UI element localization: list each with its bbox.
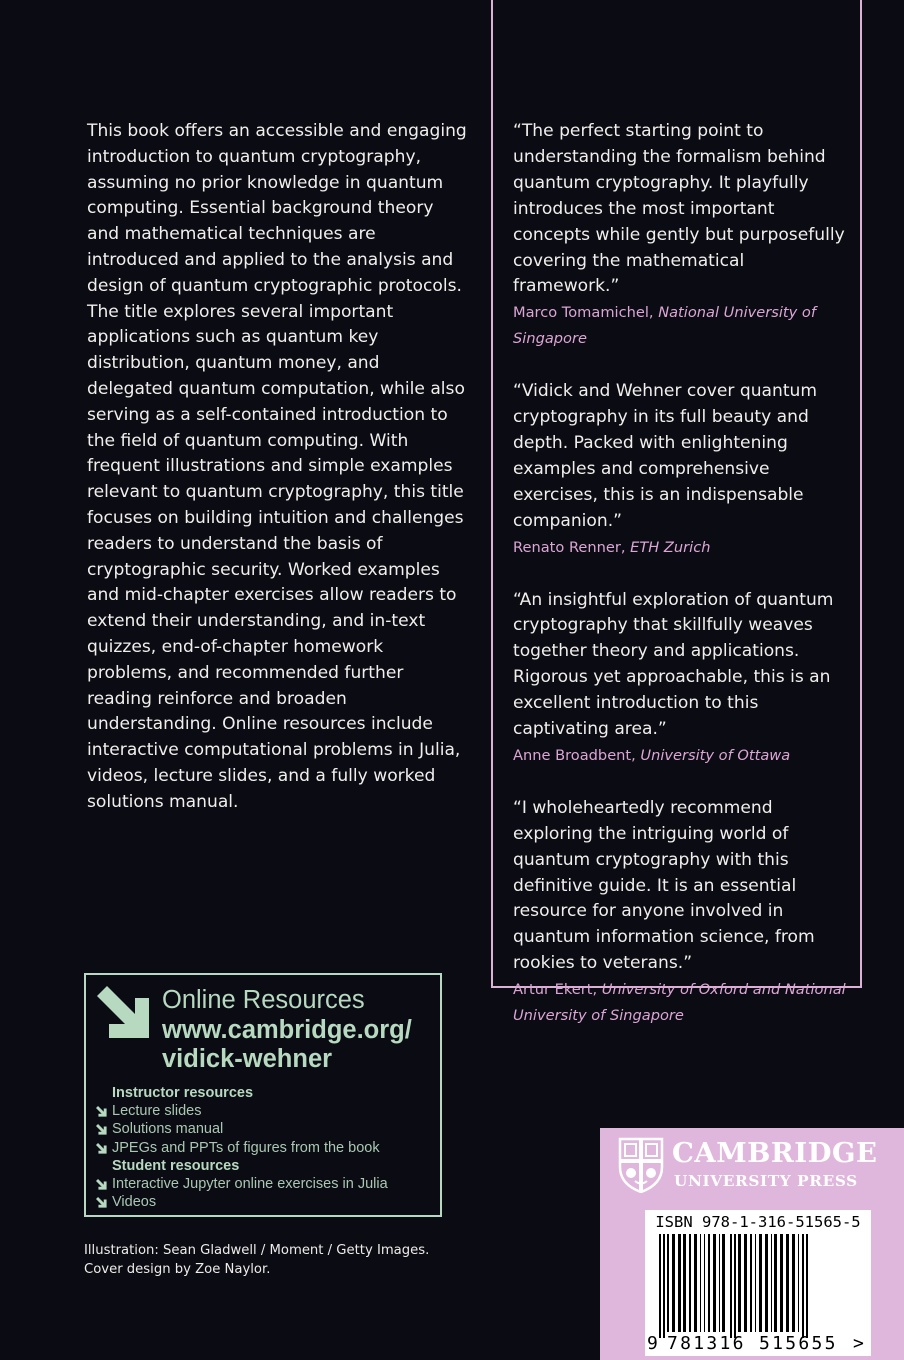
arrow-down-right-icon (96, 1143, 107, 1154)
barcode-bar (765, 1234, 768, 1332)
resource-item-label: JPEGs and PPTs of figures from the book (112, 1139, 380, 1156)
resource-item (93, 1139, 433, 1157)
barcode-bar (774, 1234, 777, 1332)
publisher-press: UNIVERSITY PRESS (674, 1172, 858, 1190)
resources-url[interactable] (162, 1016, 412, 1074)
resource-item (93, 1175, 433, 1193)
endorsement-affiliation: University of Oxford and National University of Singapore (513, 981, 846, 1025)
barcode-bar (700, 1234, 701, 1332)
endorsement-attribution (513, 300, 848, 352)
endorsement-affiliation: National University of Singapore (513, 304, 816, 348)
barcode-bar (734, 1234, 736, 1338)
barcode-lead-digit: 9 (647, 1333, 658, 1354)
resources-url-line: vidick-wehner (162, 1045, 333, 1073)
cover-credits (84, 1242, 429, 1279)
barcode-bar (759, 1234, 762, 1332)
book-description: This book offers an accessible and engaging introduction to quantum cryptography, assuming no prior knowledge in quantum computing. Essential background theory and mathematical techniques are introduced and applied to the analysis and design of quantum cryptographic protocols. The title explores several important applications such as quantum key distribution, quantum money, and delegated quantum computation, while also serving as a self-contained introduction to the field of quantum computing. With frequent illustrations and simple examples relevant to quantum cryptography, this title focuses on building intuition and challenges readers to understand the basis of cryptographic security. Worked examples and mid-chapter exercises allow readers to extend their understanding, and in-text quizzes, end-of-chapter homework problems, and recommended further reading reinforce and broaden understanding. Online resources include interactive computational problems in Julia, videos, lecture slides, and a fully worked solutions manual. (87, 121, 467, 812)
barcode-bar (667, 1234, 669, 1332)
resources-list (93, 1084, 433, 1211)
barcode-bar (704, 1234, 705, 1332)
resource-item (93, 1120, 433, 1138)
endorsement-text: “Vidick and Wehner cover quantum cryptography in its full beauty and depth. Packed with enlightening examples and comprehensive exercises, this is an indispensable companion.” (513, 381, 818, 531)
endorsement-text: “An insightful exploration of quantum cryptography that skillfully weaves together theory and applications. Rigorous yet approachable, this is an excellent introduction to this captivating area.” (513, 589, 834, 740)
illustration-credit: Illustration: Sean Gladwell / Moment / Getty Images. (84, 1243, 430, 1258)
arrow-down-right-icon (97, 986, 151, 1040)
barcode-bar (792, 1234, 795, 1332)
barcode-quiet-mark: > (853, 1333, 864, 1354)
endorsement-text: “I wholeheartedly recommend exploring the intriguing world of quantum cryptography with this definitive guide. It is an essential resource for anyone involved in quantum information science, from rookies to veterans.” (513, 797, 815, 974)
endorsements-list (513, 119, 848, 1056)
cambridge-shield-icon (618, 1137, 664, 1193)
barcode-bar (713, 1234, 716, 1332)
isbn-barcode (645, 1210, 871, 1356)
resource-item-label: Videos (112, 1194, 157, 1211)
barcode-bar (738, 1234, 741, 1332)
endorsement-affiliation: University of Ottawa (640, 746, 791, 764)
barcode-bar (744, 1234, 747, 1332)
arrow-down-right-icon (96, 1197, 107, 1208)
resource-item (93, 1102, 433, 1120)
arrow-down-right-icon (96, 1124, 107, 1135)
resource-item-label: Solutions manual (112, 1121, 224, 1138)
endorsement-author: Artur Ekert, (513, 981, 598, 999)
barcode-bar (694, 1234, 697, 1332)
barcode-group-left: 781316 (667, 1333, 746, 1354)
barcode-bar (802, 1234, 804, 1338)
resources-url-line: www.cambridge.org/ (162, 1016, 412, 1044)
resource-item-label: Lecture slides (112, 1103, 202, 1120)
endorsement (513, 588, 848, 769)
barcode-bar (786, 1234, 789, 1332)
publisher-panel (600, 1128, 904, 1360)
barcode-bar (663, 1234, 665, 1338)
endorsement-attribution (513, 535, 848, 561)
barcode-bar (689, 1234, 691, 1332)
endorsement-author: Marco Tomamichel, (513, 304, 654, 322)
publisher-name: CAMBRIDGE (672, 1137, 878, 1169)
endorsement (513, 119, 848, 352)
arrow-down-right-icon (96, 1179, 107, 1190)
student-resources-heading: Student resources (112, 1157, 240, 1174)
endorsement-attribution (513, 977, 848, 1029)
barcode-bar (780, 1234, 783, 1332)
barcode-group-right: 515655 (759, 1333, 838, 1354)
online-resources-heading: Online Resources (162, 986, 365, 1014)
barcode-bar (722, 1234, 725, 1332)
barcode-bar (683, 1234, 686, 1332)
resource-item-label: Interactive Jupyter online exercises in Julia (112, 1176, 388, 1193)
endorsement-attribution (513, 743, 848, 769)
endorsement-author: Renato Renner, (513, 538, 626, 556)
barcode-bar (678, 1234, 681, 1332)
endorsement (513, 379, 848, 560)
barcode-bar (708, 1234, 710, 1332)
resource-item (93, 1193, 433, 1211)
barcode-bar (755, 1234, 756, 1332)
barcode-bar (659, 1234, 661, 1338)
barcode-bar (798, 1234, 799, 1332)
instructor-resources-heading: Instructor resources (112, 1085, 254, 1101)
endorsement-text: “The perfect starting point to understanding the formalism behind quantum cryptography. It playfully introduces the most important concepts while gently but purposefully covering the mathematical framework.” (513, 121, 845, 297)
barcode-bar (750, 1234, 752, 1332)
endorsement-author: Anne Broadbent, (513, 746, 636, 764)
design-credit: Cover design by Zoe Naylor. (84, 1261, 271, 1277)
endorsement (513, 796, 848, 1029)
endorsement-affiliation: ETH Zurich (630, 538, 711, 556)
arrow-down-right-icon (96, 1106, 107, 1117)
barcode-bar (730, 1234, 732, 1338)
barcode-bar (771, 1234, 772, 1332)
online-resources-box (84, 973, 442, 1217)
isbn-text: ISBN 978-1-316-51565-5 (655, 1213, 861, 1231)
barcode-bar (806, 1234, 808, 1338)
barcode-bar (719, 1234, 720, 1332)
barcode-bar (672, 1234, 675, 1332)
